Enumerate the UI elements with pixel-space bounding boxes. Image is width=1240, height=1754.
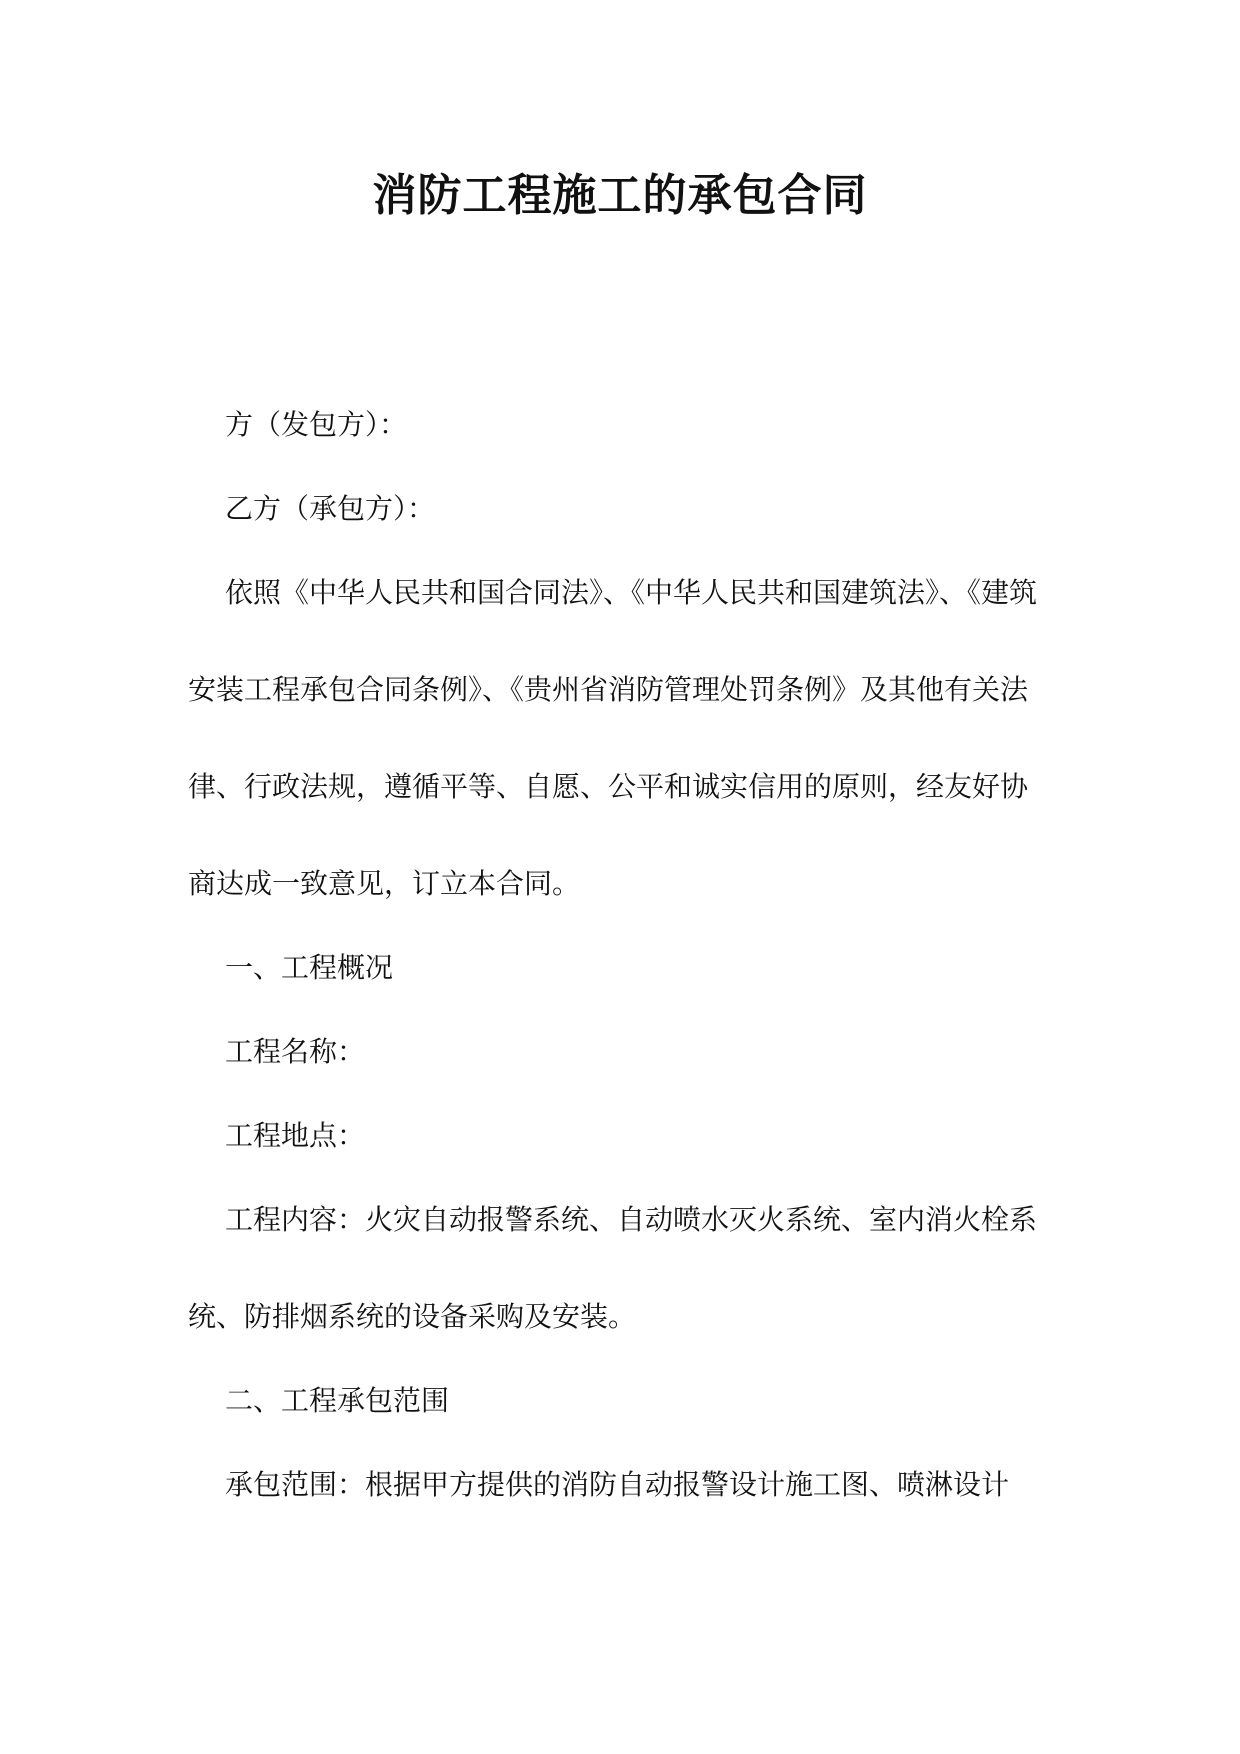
scope-line-1: 承包范围：根据甲方提供的消防自动报警设计施工图、喷淋设计 [225,1468,1010,1501]
party-b-line: 乙方（承包方）： [225,492,436,525]
preamble-line-2: 安装工程承包合同条例》、《贵州省消防管理处罚条例》及其他有关法 [188,673,1029,706]
party-a-line: 方（发包方）： [225,408,408,441]
project-location-line: 工程地点： [225,1119,366,1152]
section-heading-1: 一、工程概况 [225,951,394,984]
preamble-line-3: 律、行政法规，遵循平等、自愿、公平和诚实信用的原则，经友好协 [188,770,1029,803]
preamble-line-4: 商达成一致意见，订立本合同。 [188,867,581,900]
page-title: 消防工程施工的承包合同 [372,170,868,221]
project-name-line: 工程名称： [225,1035,366,1068]
section-heading-2: 二、工程承包范围 [225,1384,450,1417]
preamble-line-1: 依照《中华人民共和国合同法》、《中华人民共和国建筑法》、《建筑 [225,576,1038,609]
project-content-line-2: 统、防排烟系统的设备采购及安装。 [188,1300,637,1333]
project-content-line-1: 工程内容：火灾自动报警系统、自动喷水灭火系统、室内消火栓系 [225,1203,1038,1236]
